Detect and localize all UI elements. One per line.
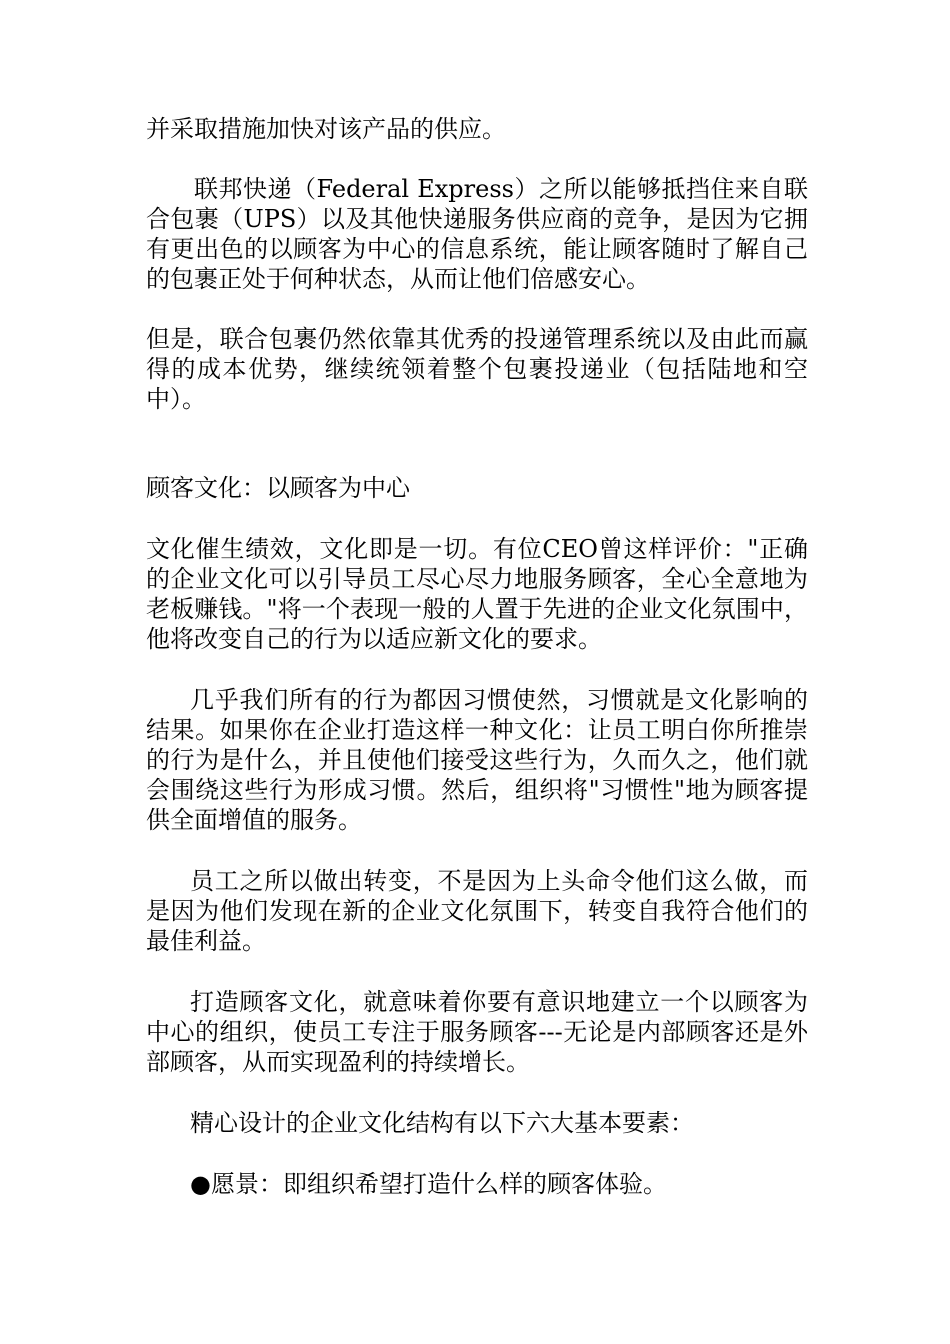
paragraph-fedex: 联邦快递（Federal Express）之所以能够抵挡住来自联合包裹（UPS）以及其他快递服务供应商的竞争，是因为它拥有更出色的以顾客为中心的信息系统，能让顾客随时了解自己的包裹正处于何种状态，从而让他们倍感安心。 bbox=[146, 175, 808, 293]
section-heading: 顾客文化：以顾客为中心 bbox=[146, 474, 410, 502]
document-body bbox=[146, 114, 808, 1199]
paragraph-habits: 几乎我们所有的行为都因习惯使然，习惯就是文化影响的结果。如果你在企业打造这样一种文化：让员工明白你所推崇的行为是什么，并且使他们接受这些行为，久而久之，他们就会围绕这些行为形成习惯。然后，组织将"习惯性"地为顾客提供全面增值的服务。 bbox=[146, 686, 808, 834]
paragraph-ups: 但是，联合包裹仍然依靠其优秀的投递管理系统以及由此而赢得的成本优势，继续统领着整个包裹投递业（包括陆地和空中）。 bbox=[146, 325, 808, 413]
paragraph-six-elements: 精心设计的企业文化结构有以下六大基本要素： bbox=[190, 1109, 694, 1137]
paragraph-culture-performance: 文化催生绩效，文化即是一切。有位CEO曾这样评价："正确的企业文化可以引导员工尽心尽力地服务顾客，全心全意地为老板赚钱。"将一个表现一般的人置于先进的企业文化氛围中，他将改变自己的行为以适应新文化的要求。 bbox=[146, 535, 808, 653]
paragraph-supply: 并采取措施加快对该产品的供应。 bbox=[146, 115, 506, 143]
paragraph-employee-change: 员工之所以做出转变，不是因为上头命令他们这么做，而是因为他们发现在新的企业文化氛围下，转变自我符合他们的最佳利益。 bbox=[146, 867, 808, 955]
bullet-item-vision: ●愿景：即组织希望打造什么样的顾客体验。 bbox=[190, 1170, 667, 1198]
paragraph-customer-culture: 打造顾客文化，就意味着你要有意识地建立一个以顾客为中心的组织，使员工专注于服务顾客---无论是内部顾客还是外部顾客，从而实现盈利的持续增长。 bbox=[146, 988, 808, 1076]
